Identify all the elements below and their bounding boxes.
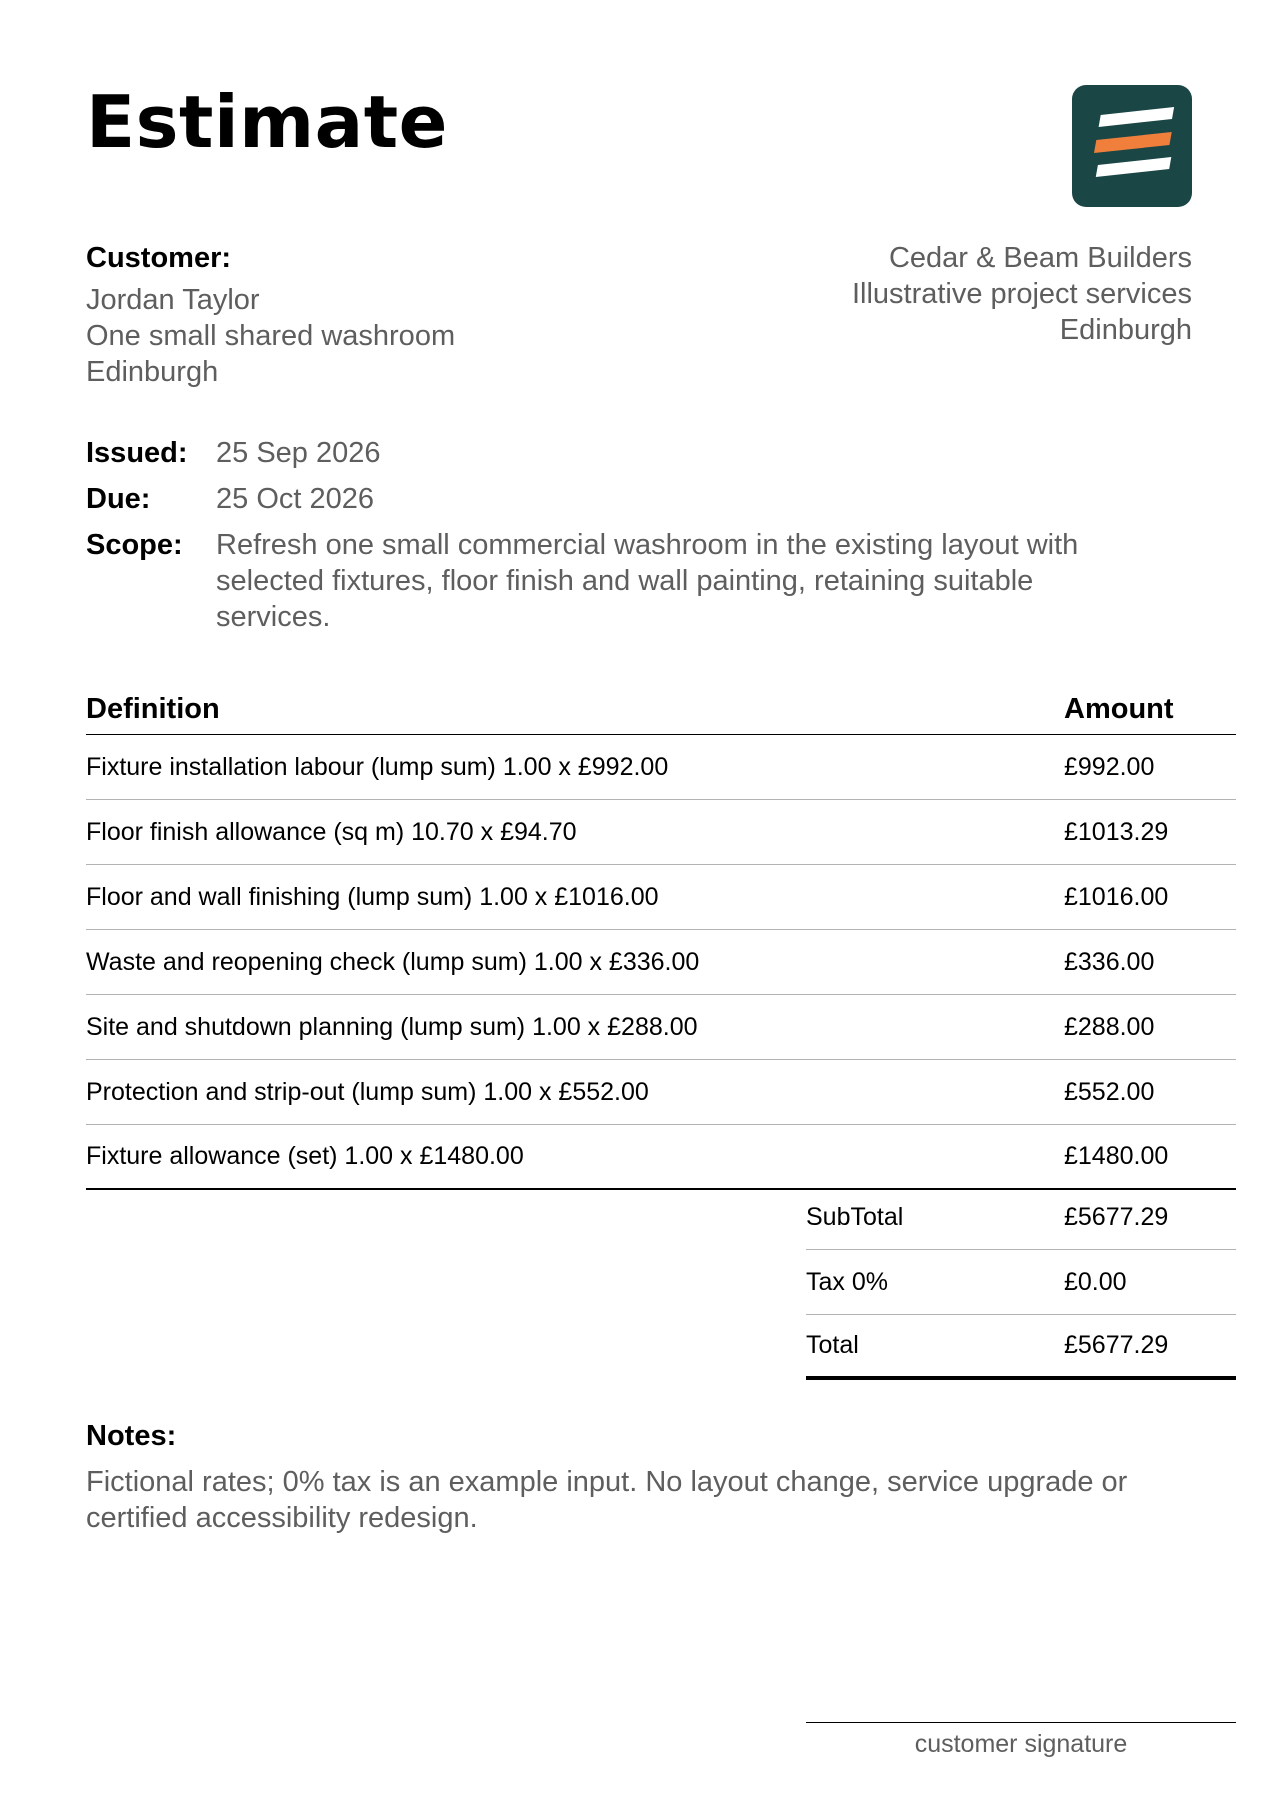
- subtotal-row: [806, 1185, 1236, 1250]
- customer-name: Jordan Taylor: [86, 284, 260, 316]
- company-block: [852, 240, 1192, 348]
- header-amount: Amount: [1064, 693, 1174, 725]
- row-definition: Fixture allowance (set) 1.00 x £1480.00: [86, 1142, 524, 1170]
- total-row: [806, 1315, 1236, 1380]
- row-amount: £1016.00: [1064, 882, 1169, 911]
- estimate-meta: [86, 435, 1146, 645]
- tax-value: £0.00: [1064, 1267, 1127, 1296]
- total-value: £5677.29: [1064, 1331, 1169, 1359]
- tax-label: Tax 0%: [806, 1267, 888, 1296]
- totals-block: [806, 1185, 1236, 1380]
- row-definition: Waste and reopening check (lump sum) 1.00 x £336.00: [86, 947, 700, 976]
- scope-label: Scope:: [86, 529, 183, 561]
- table-row: [86, 1060, 1236, 1125]
- due-row: [86, 481, 1146, 517]
- tax-row: [806, 1250, 1236, 1315]
- row-definition: Floor finish allowance (sq m) 10.70 x £94.70: [86, 817, 577, 846]
- stacked-layers-logo-icon: [1072, 85, 1192, 207]
- company-city: Edinburgh: [1059, 314, 1192, 346]
- subtotal-value: £5677.29: [1064, 1202, 1169, 1231]
- issued-row: [86, 435, 1146, 471]
- row-definition: Floor and wall finishing (lump sum) 1.00 x £1016.00: [86, 882, 659, 911]
- row-amount: £336.00: [1064, 947, 1155, 976]
- issued-label: Issued:: [86, 437, 188, 469]
- company-tagline: Illustrative project services: [851, 278, 1192, 310]
- due-date: 25 Oct 2026: [216, 483, 374, 515]
- row-definition: Site and shutdown planning (lump sum) 1.00 x £288.00: [86, 1012, 698, 1041]
- table-header: [86, 688, 1236, 735]
- notes-label: Notes:: [86, 1420, 177, 1452]
- company-logo-icon: [1072, 85, 1192, 207]
- document-title: Estimate: [86, 80, 448, 164]
- table-row: [86, 800, 1236, 865]
- customer-label: Customer:: [86, 242, 232, 274]
- header-definition: Definition: [86, 693, 220, 725]
- scope-text: Refresh one small commercial washroom in the existing layout with selected fixtures, floor finish and wall painting, retaining suitable services.: [216, 529, 1079, 633]
- row-amount: £1480.00: [1064, 1142, 1169, 1170]
- line-items-table: [86, 688, 1236, 1190]
- notes-text: Fictional rates; 0% tax is an example input. No layout change, service upgrade or certified accessibility redesign.: [86, 1466, 1128, 1534]
- table-row: [86, 995, 1236, 1060]
- table-row: [86, 1125, 1236, 1190]
- row-definition: Fixture installation labour (lump sum) 1.00 x £992.00: [86, 752, 669, 781]
- row-amount: £992.00: [1064, 752, 1155, 781]
- notes-block: [86, 1418, 1236, 1536]
- row-definition: Protection and strip-out (lump sum) 1.00 x £552.00: [86, 1077, 649, 1106]
- row-amount: £1013.29: [1064, 817, 1169, 846]
- customer-block: [86, 240, 455, 390]
- due-label: Due:: [86, 483, 151, 515]
- signature-line: [806, 1722, 1236, 1723]
- company-name: Cedar & Beam Builders: [888, 242, 1192, 274]
- table-row: [86, 735, 1236, 800]
- signature-label: customer signature: [914, 1730, 1128, 1758]
- row-amount: £552.00: [1064, 1077, 1155, 1106]
- total-label: Total: [806, 1331, 859, 1359]
- customer-city: Edinburgh: [86, 356, 219, 388]
- table-row: [86, 930, 1236, 995]
- table-row: [86, 865, 1236, 930]
- scope-row: [86, 527, 1146, 635]
- row-amount: £288.00: [1064, 1012, 1155, 1041]
- issued-date: 25 Sep 2026: [216, 437, 381, 469]
- customer-project: One small shared washroom: [86, 320, 456, 352]
- subtotal-label: SubTotal: [806, 1202, 904, 1231]
